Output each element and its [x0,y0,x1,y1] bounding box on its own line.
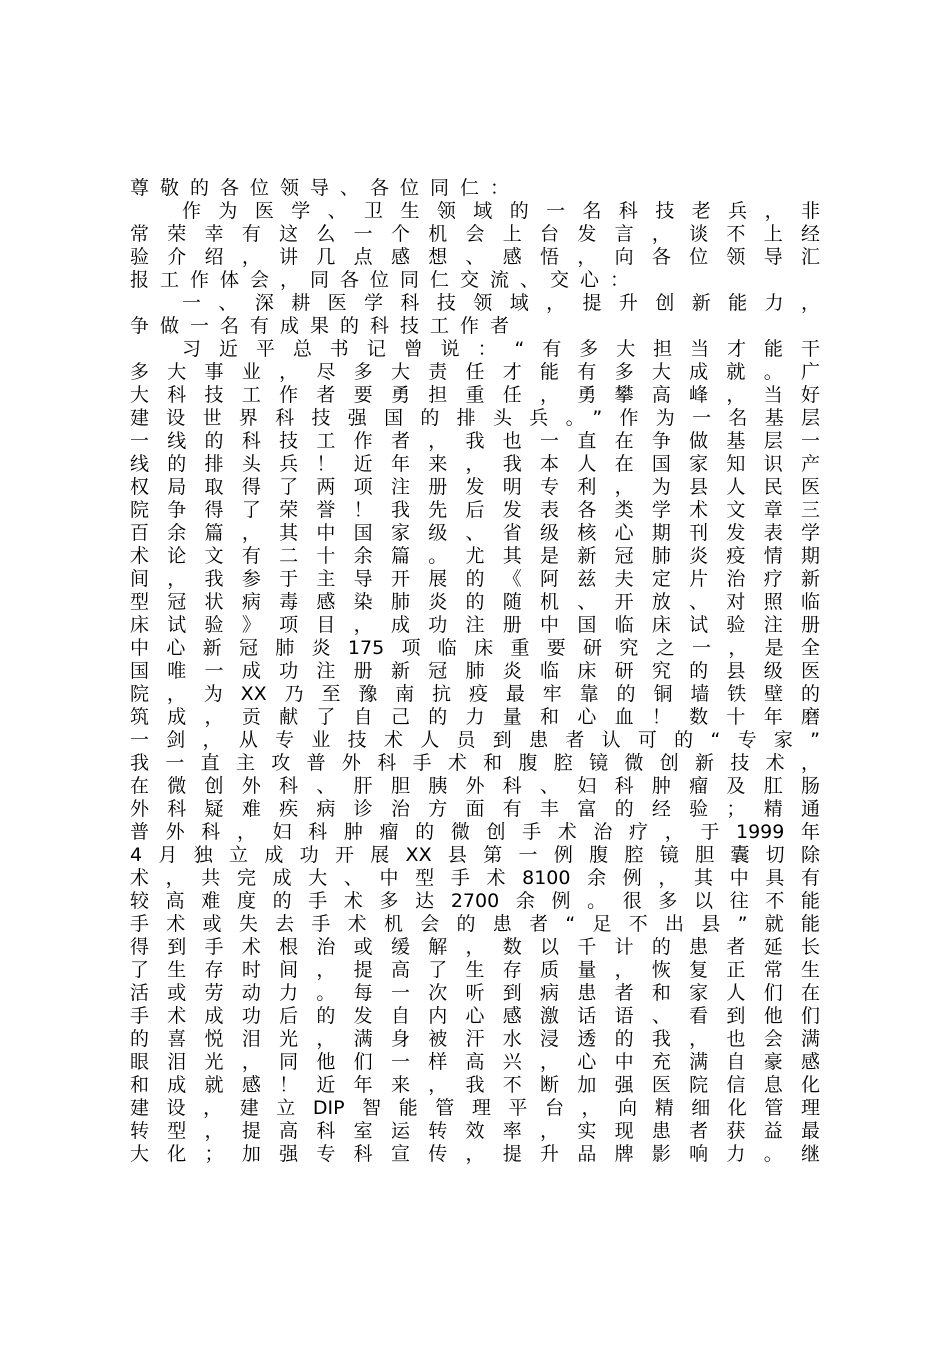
text-line: 在微创外科、肝胆胰外科、妇科肿瘤及肛肠 [130,775,820,797]
text-line: 一线的科技工作者，我也一直在争做基层一 [130,430,820,452]
text-line: 和成就感！近年来，我不断加强医院信息化 [130,1074,820,1096]
text-line: 院，为XX乃至豫南抗疫最牢靠的铜墙铁壁的 [130,683,820,705]
text-line: 床试验》项目，成功注册中国临床试验注册 [130,614,820,636]
text-line: 较高难度的手术多达2700余例。很多以往不能 [130,890,820,912]
text-line: 一剑，从专业技术人员到患者认可的“专家” [130,729,820,751]
text-line: 了生存时间，提高了生存质量，恢复正常生 [130,959,820,981]
text-line: 国唯一成功注册新冠肺炎临床研究的县级医 [130,660,820,682]
text-line: 活或劳动力。每一次听到病患者和家人们在 [130,982,820,1004]
text-line: 型冠状病毒感染肺炎的随机、开放、对照临 [130,591,820,613]
text-line: 报工作体会，同各位同仁交流、交心： [130,269,641,291]
text-line: 转型，提高科室运转效率，实现患者获益最 [130,1120,820,1142]
text-line: 手术或失去手术机会的患者“足不出县”就能 [130,913,820,935]
text-line: 院争得了荣誉！我先后发表各类学术文章三 [130,499,820,521]
section-heading-line: 争做一名有成果的科技工作者 [130,315,521,337]
text-line: 术，共完成大、中型手术8100余例，其中具有 [130,867,820,889]
text-line: 建设世界科技强国的排头兵。”作为一名基层 [130,407,820,429]
salutation-line: 尊敬的各位领导、各位同仁： [130,177,521,199]
text-line: 我一直主攻普外科手术和腹腔镜微创新技术， [130,752,820,774]
text-line: 常荣幸有这么一个机会上台发言，谈不上经 [130,223,820,245]
text-line: 间，我参于主导开展的《阿兹夫定片治疗新 [130,568,820,590]
text-line: 习近平总书记曾说：“有多大担当才能干 [182,338,820,360]
text-line: 多大事业，尽多大责任才能有多大成就。广 [130,361,820,383]
text-line: 建设，建立DIP智能管理平台，向精细化管理 [130,1097,820,1119]
text-line: 眼泪光，同他们一样高兴，心中充满自豪感 [130,1051,820,1073]
text-line: 手术成功后的发自内心感激话语、看到他们 [130,1005,820,1027]
text-line: 权局取得了两项注册发明专利，为县人民医 [130,476,820,498]
text-line: 百余篇，其中国家级、省级核心期刊发表学 [130,522,820,544]
text-line: 验介绍，讲几点感想、感悟，向各位领导汇 [130,246,820,268]
text-line: 得到手术根治或缓解，数以千计的患者延长 [130,936,820,958]
section-heading-line: 一、深耕医学科技领域，提升创新能力， [182,292,820,314]
text-line: 筑成，贡献了自己的力量和心血！数十年磨 [130,706,820,728]
text-line: 4月独立成功开展XX县第一例腹腔镜胆囊切除 [130,844,820,866]
speech-text-block [130,177,820,1166]
text-line: 外科疑难疾病诊治方面有丰富的经验；精通 [130,798,820,820]
text-line: 中心新冠肺炎175项临床重要研究之一，是全 [130,637,820,659]
text-line: 作为医学、卫生领域的一名科技老兵，非 [182,200,820,222]
text-line: 大化；加强专科宣传，提升品牌影响力。继 [130,1143,820,1165]
text-line: 的喜悦泪光，满身被汗水浸透的我，也会满 [130,1028,820,1050]
text-line: 大科技工作者要勇担重任，勇攀高峰，当好 [130,384,820,406]
text-line: 线的排头兵！近年来，我本人在国家知识产 [130,453,820,475]
text-line: 术论文有二十余篇。尤其是新冠肺炎疫情期 [130,545,820,567]
text-line: 普外科，妇科肿瘤的微创手术治疗，于1999年 [130,821,820,843]
